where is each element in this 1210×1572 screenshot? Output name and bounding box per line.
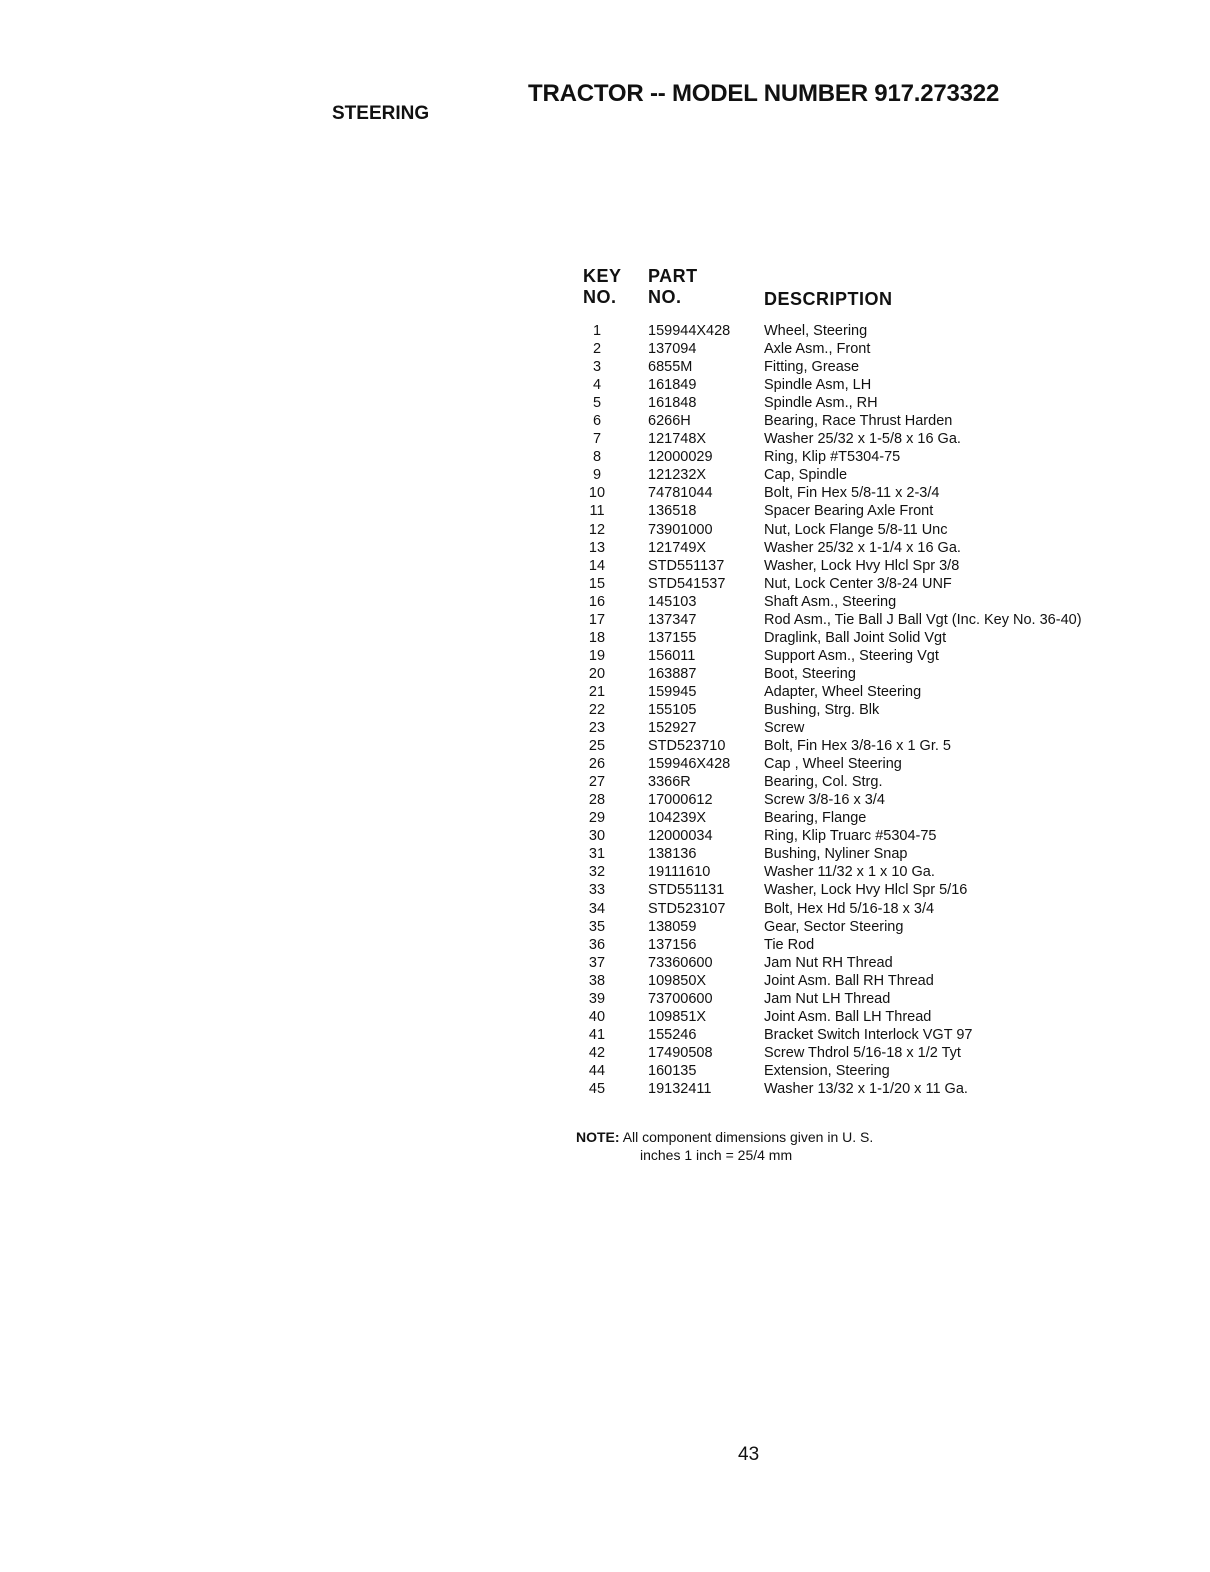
part-header-line1: PART	[648, 266, 698, 286]
part-no-cell: STD551137	[648, 557, 725, 574]
description-cell: Cap , Wheel Steering	[764, 756, 902, 773]
part-no-cell: 145103	[648, 593, 697, 610]
description-cell: Extension, Steering	[764, 1062, 890, 1079]
table-row	[580, 845, 1180, 863]
part-no-cell: 137156	[648, 936, 697, 953]
key-no-cell: 39	[588, 990, 606, 1007]
key-no-cell: 15	[588, 575, 606, 592]
description-cell: Washer 11/32 x 1 x 10 Ga.	[764, 864, 935, 881]
part-no-cell: 136518	[648, 503, 697, 520]
description-cell: Washer, Lock Hvy Hlcl Spr 3/8	[764, 557, 960, 574]
part-no-cell: 137094	[648, 341, 697, 358]
part-no-cell: 121232X	[648, 467, 707, 484]
table-row	[580, 881, 1180, 899]
part-no-cell: 161849	[648, 377, 697, 394]
description-cell: Adapter, Wheel Steering	[764, 683, 922, 700]
table-row	[580, 719, 1180, 737]
part-no-cell: 156011	[648, 647, 696, 664]
table-row	[580, 376, 1180, 394]
description-cell: Wheel, Steering	[764, 323, 868, 339]
table-row	[580, 918, 1180, 936]
table-row	[580, 484, 1180, 502]
part-no-cell: 3366R	[648, 774, 691, 791]
note-label: NOTE:	[576, 1129, 620, 1145]
part-no-cell: 121748X	[648, 431, 707, 448]
description-cell: Jam Nut RH Thread	[764, 954, 893, 971]
table-row	[580, 575, 1180, 593]
description-cell: Spindle Asm, LH	[764, 377, 872, 394]
table-row	[580, 521, 1180, 539]
table-row	[580, 773, 1180, 791]
part-no-cell: 159945	[648, 683, 697, 700]
table-row	[580, 1062, 1180, 1080]
description-cell: Washer 13/32 x 1-1/20 x 11 Ga.	[764, 1080, 968, 1097]
key-no-cell: 31	[588, 846, 606, 863]
description-cell: Bolt, Fin Hex 5/8-11 x 2-3/4	[764, 485, 940, 502]
table-row	[580, 990, 1180, 1008]
part-no-cell: 155246	[648, 1026, 697, 1043]
table-row	[580, 827, 1180, 845]
key-no-cell: 13	[588, 539, 606, 556]
part-no-cell: 6266H	[648, 413, 691, 430]
key-no-cell: 8	[592, 449, 602, 466]
note-text-line1: All component dimensions given in U. S.	[622, 1129, 874, 1145]
key-no-cell: 21	[588, 683, 606, 700]
table-row	[580, 954, 1180, 972]
key-no-cell: 27	[588, 774, 606, 791]
description-cell: Support Asm., Steering Vgt	[764, 647, 939, 664]
table-row	[580, 593, 1180, 611]
key-no-cell: 44	[588, 1062, 606, 1079]
part-no-cell: 121749X	[648, 539, 707, 556]
table-row	[580, 448, 1180, 466]
key-no-cell: 7	[592, 431, 602, 448]
description-cell: Ring, Klip #T5304-75	[764, 449, 901, 466]
key-no-cell: 14	[588, 557, 606, 574]
key-no-cell: 17	[588, 611, 606, 628]
key-no-cell: 16	[588, 593, 606, 610]
table-row	[580, 340, 1180, 358]
part-no-cell: 138136	[648, 846, 697, 863]
table-row	[580, 1044, 1180, 1062]
part-no-cell: 159946X428	[648, 756, 731, 773]
description-cell: Fitting, Grease	[764, 359, 860, 376]
key-no-cell: 36	[588, 936, 606, 953]
description-cell: Spindle Asm., RH	[764, 395, 878, 412]
key-header-line1: KEY	[583, 266, 622, 286]
table-row	[580, 791, 1180, 809]
table-row	[580, 358, 1180, 376]
key-no-cell: 29	[588, 810, 606, 827]
key-no-cell: 33	[588, 882, 606, 899]
table-row	[580, 629, 1180, 647]
description-cell: Rod Asm., Tie Ball J Ball Vgt (Inc. Key No. 36-40)	[764, 611, 1082, 628]
part-no-cell: 104239X	[648, 810, 707, 827]
table-row	[580, 1008, 1180, 1026]
key-no-cell: 40	[588, 1008, 606, 1025]
table-row	[580, 322, 1180, 340]
key-no-cell: 41	[588, 1026, 606, 1043]
description-cell: Bushing, Nyliner Snap	[764, 846, 908, 863]
description-cell: Screw 3/8-16 x 3/4	[764, 792, 885, 809]
key-no-cell: 12	[588, 521, 606, 538]
part-no-cell: 163887	[648, 665, 697, 682]
description-cell: Nut, Lock Center 3/8-24 UNF	[764, 575, 952, 592]
part-no-cell: 109850X	[648, 972, 707, 989]
part-no-cell: 159944X428	[648, 323, 731, 339]
part-no-cell: 137347	[648, 611, 697, 628]
description-cell: Shaft Asm., Steering	[764, 593, 897, 610]
key-no-cell: 20	[588, 665, 606, 682]
key-no-cell: 2	[592, 341, 602, 358]
table-row	[580, 430, 1180, 448]
part-no-cell: 12000029	[648, 449, 713, 466]
key-no-cell: 1	[592, 323, 602, 339]
table-row	[580, 683, 1180, 701]
key-no-cell: 3	[592, 359, 602, 376]
description-cell: Screw	[764, 720, 805, 737]
table-row	[580, 394, 1180, 412]
key-no-cell: 9	[592, 467, 602, 484]
part-no-cell: 17000612	[648, 792, 713, 809]
key-no-cell: 34	[588, 900, 606, 917]
description-cell: Draglink, Ball Joint Solid Vgt	[764, 629, 947, 646]
part-no-cell: 73360600	[648, 954, 713, 971]
part-no-cell: 73901000	[648, 521, 713, 538]
description-cell: Spacer Bearing Axle Front	[764, 503, 934, 520]
description-cell: Ring, Klip Truarc #5304-75	[764, 828, 937, 845]
note	[576, 1128, 873, 1146]
key-no-cell: 30	[588, 828, 606, 845]
key-no-cell: 38	[588, 972, 606, 989]
table-row	[580, 936, 1180, 954]
key-no-header	[583, 266, 643, 308]
description-cell: Boot, Steering	[764, 665, 856, 682]
section-title: STEERING	[332, 103, 430, 124]
description-cell: Bolt, Fin Hex 3/8-16 x 1 Gr. 5	[764, 738, 951, 755]
part-no-cell: 73700600	[648, 990, 713, 1007]
description-cell: Bolt, Hex Hd 5/16-18 x 3/4	[764, 900, 935, 917]
table-row	[580, 611, 1180, 629]
description-header: DESCRIPTION	[764, 289, 893, 309]
key-no-cell: 19	[588, 647, 606, 664]
part-no-header	[648, 266, 748, 308]
parts-list	[580, 322, 1180, 1098]
description-cell: Washer 25/32 x 1-5/8 x 16 Ga.	[764, 431, 961, 448]
key-no-cell: 32	[588, 864, 606, 881]
description-cell: Nut, Lock Flange 5/8-11 Unc	[764, 521, 948, 538]
part-no-cell: 19111610	[648, 864, 711, 881]
key-no-cell: 25	[588, 738, 606, 755]
description-cell: Bearing, Col. Strg.	[764, 774, 883, 791]
description-cell: Bushing, Strg. Blk	[764, 701, 880, 718]
table-row	[580, 809, 1180, 827]
part-no-cell: 17490508	[648, 1044, 713, 1061]
table-row	[580, 539, 1180, 557]
key-no-cell: 35	[588, 918, 606, 935]
key-no-cell: 10	[588, 485, 606, 502]
table-row	[580, 502, 1180, 520]
part-no-cell: STD541537	[648, 575, 726, 592]
table-row	[580, 1026, 1180, 1044]
description-cell: Cap, Spindle	[764, 467, 848, 484]
part-no-cell: STD523107	[648, 900, 726, 917]
table-row	[580, 557, 1180, 575]
part-no-cell: 138059	[648, 918, 697, 935]
key-no-cell: 22	[588, 701, 606, 718]
table-row	[580, 1080, 1180, 1098]
table-row	[580, 466, 1180, 484]
key-no-cell: 18	[588, 629, 606, 646]
table-row	[580, 863, 1180, 881]
part-no-cell: 152927	[648, 720, 697, 737]
key-no-cell: 45	[588, 1080, 606, 1097]
table-row	[580, 647, 1180, 665]
page-title: TRACTOR -- MODEL NUMBER 917.273322	[528, 80, 1000, 107]
table-row	[580, 412, 1180, 430]
part-no-cell: STD551131	[648, 882, 725, 899]
description-cell: Bracket Switch Interlock VGT 97	[764, 1026, 973, 1043]
key-no-cell: 4	[592, 377, 602, 394]
page-number: 43	[738, 1444, 760, 1465]
description-cell: Joint Asm. Ball LH Thread	[764, 1008, 932, 1025]
table-row	[580, 665, 1180, 683]
table-row	[580, 755, 1180, 773]
note-text-line2: inches 1 inch = 25/4 mm	[640, 1147, 793, 1163]
description-cell: Joint Asm. Ball RH Thread	[764, 972, 934, 989]
part-no-cell: 155105	[648, 701, 697, 718]
part-header-line2: NO.	[648, 287, 682, 307]
key-no-cell: 42	[588, 1044, 606, 1061]
description-cell: Bearing, Flange	[764, 810, 867, 827]
part-no-cell: 19132411	[648, 1080, 712, 1097]
key-no-cell: 28	[588, 792, 606, 809]
part-no-cell: 6855M	[648, 359, 693, 376]
description-cell: Jam Nut LH Thread	[764, 990, 891, 1007]
part-no-cell: STD523710	[648, 738, 726, 755]
part-no-cell: 161848	[648, 395, 697, 412]
key-no-cell: 11	[589, 503, 605, 520]
description-cell: Axle Asm., Front	[764, 341, 871, 358]
key-no-cell: 5	[592, 395, 602, 412]
key-no-cell: 23	[588, 720, 606, 737]
description-cell: Washer, Lock Hvy Hlcl Spr 5/16	[764, 882, 968, 899]
part-no-cell: 74781044	[648, 485, 713, 502]
table-row	[580, 701, 1180, 719]
key-no-cell: 37	[588, 954, 606, 971]
part-no-cell: 109851X	[648, 1008, 707, 1025]
table-row	[580, 900, 1180, 918]
key-no-cell: 26	[588, 756, 606, 773]
description-cell: Screw Thdrol 5/16-18 x 1/2 Tyt	[764, 1044, 961, 1061]
part-no-cell: 12000034	[648, 828, 713, 845]
table-row	[580, 972, 1180, 990]
part-no-cell: 160135	[648, 1062, 697, 1079]
description-cell: Tie Rod	[764, 936, 815, 953]
description-cell: Gear, Sector Steering	[764, 918, 904, 935]
part-no-cell: 137155	[648, 629, 697, 646]
description-cell: Bearing, Race Thrust Harden	[764, 413, 953, 430]
table-row	[580, 737, 1180, 755]
key-header-line2: NO.	[583, 287, 617, 307]
key-no-cell: 6	[592, 413, 602, 430]
description-cell: Washer 25/32 x 1-1/4 x 16 Ga.	[764, 539, 961, 556]
